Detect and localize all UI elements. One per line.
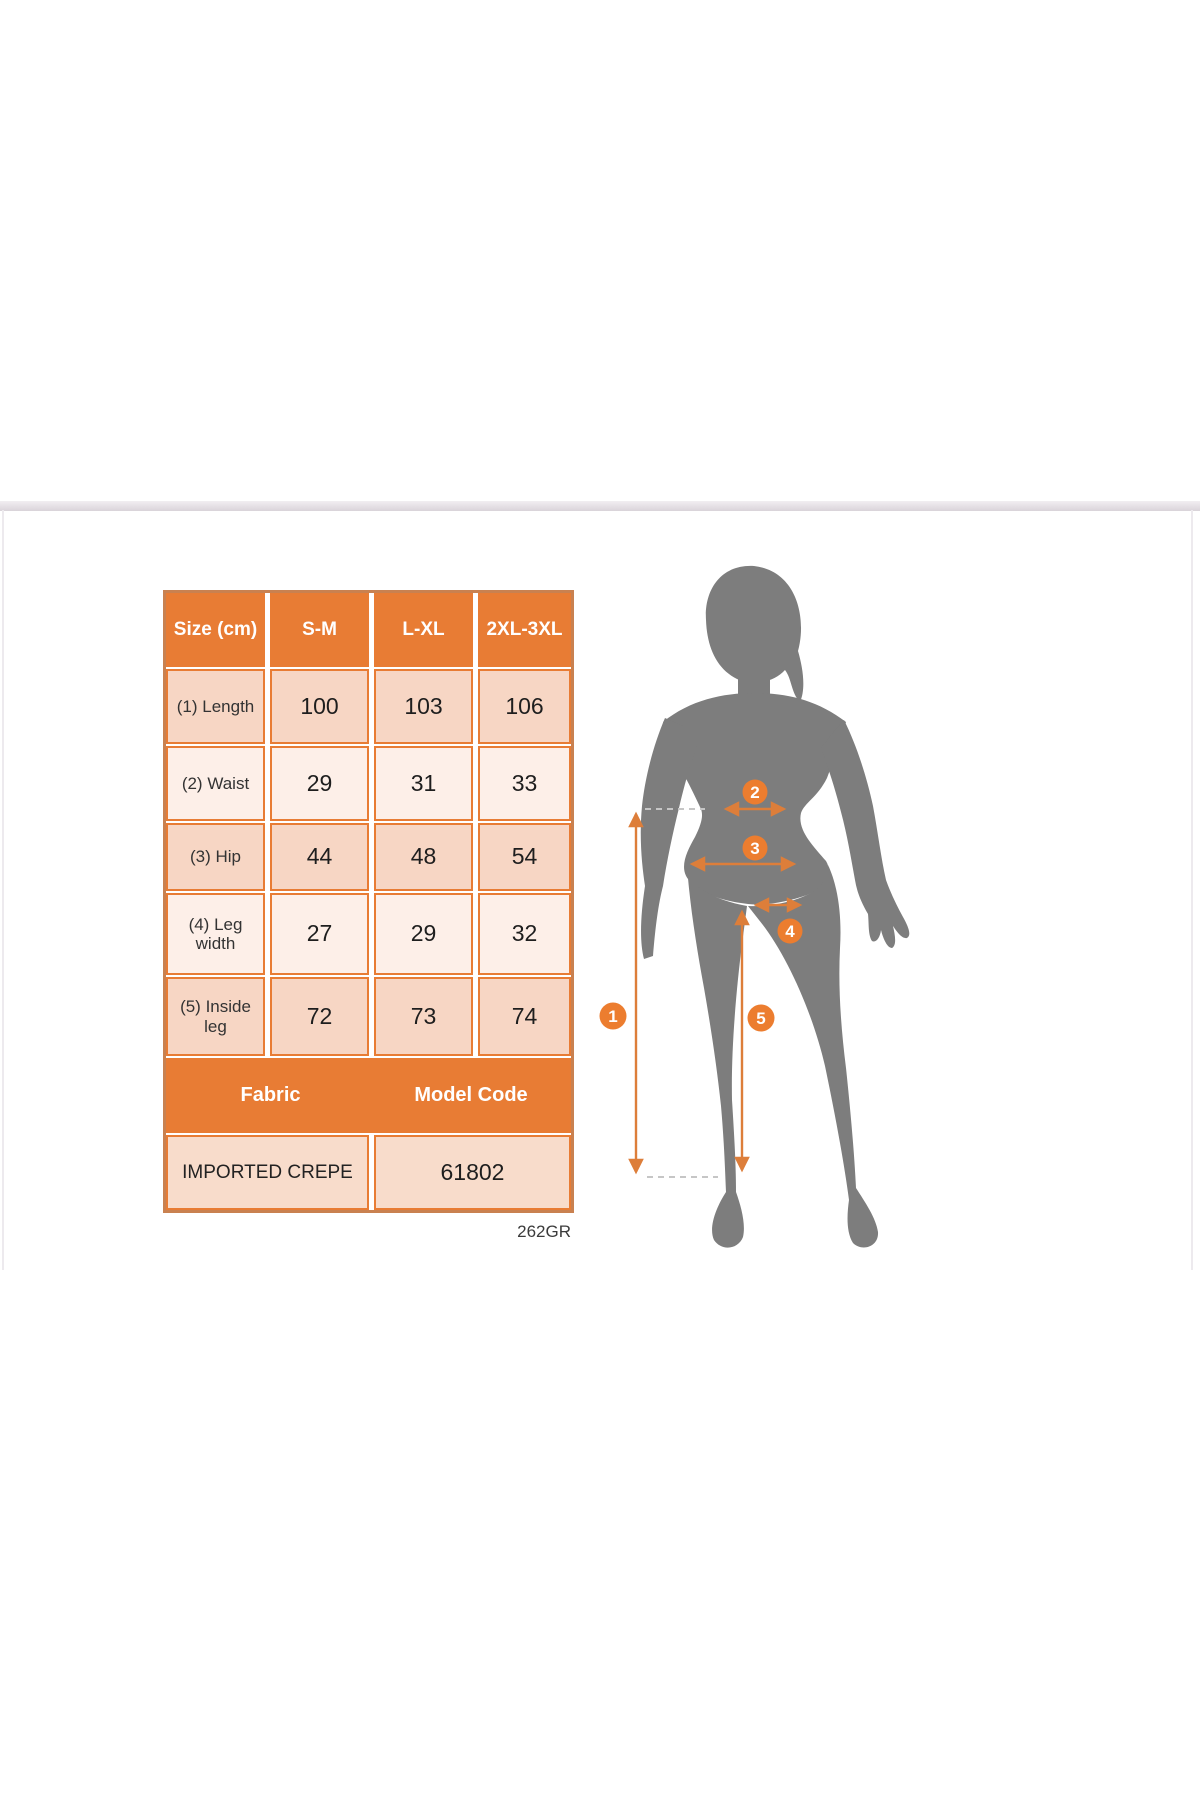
waist-s-m: 29: [270, 746, 369, 821]
row-label-inside-leg: (5) Inside leg: [166, 977, 265, 1056]
fabric-value: IMPORTED CREPE: [166, 1135, 369, 1210]
badge-4-number: 4: [785, 922, 795, 941]
measurement-diagram: [545, 550, 925, 1250]
row-label-hip: (3) Hip: [166, 823, 265, 891]
row-label-leg-width: (4) Leg width: [166, 893, 265, 975]
row-label-waist: (2) Waist: [166, 746, 265, 821]
badge-2-number: 2: [750, 783, 760, 802]
size-chart-table: [163, 590, 574, 1213]
leg-width-l-xl: 29: [374, 893, 473, 975]
header-s-m: S-M: [270, 593, 369, 667]
left-frame-line: [2, 510, 4, 1270]
hip-2xl-3xl: 54: [478, 823, 571, 891]
model-code-value: 61802: [374, 1135, 571, 1210]
fabric-model-header: [166, 1058, 571, 1133]
right-frame-line: [1191, 510, 1193, 1270]
header-2xl-3xl: 2XL-3XL: [478, 593, 571, 667]
header-l-xl: L-XL: [374, 593, 473, 667]
inside-leg-s-m: 72: [270, 977, 369, 1056]
waist-2xl-3xl: 33: [478, 746, 571, 821]
length-s-m: 100: [270, 669, 369, 744]
badge-5-number: 5: [756, 1009, 766, 1028]
badge-1-number: 1: [608, 1007, 618, 1026]
weight-note: 262GR: [517, 1222, 571, 1241]
waist-l-xl: 31: [374, 746, 473, 821]
leg-width-2xl-3xl: 32: [478, 893, 571, 975]
fabric-label: Fabric: [240, 1084, 301, 1106]
hip-s-m: 44: [270, 823, 369, 891]
length-2xl-3xl: 106: [478, 669, 571, 744]
inside-leg-l-xl: 73: [374, 977, 473, 1056]
row-label-length: (1) Length: [166, 669, 265, 744]
inside-leg-2xl-3xl: 74: [478, 977, 571, 1056]
hip-l-xl: 48: [374, 823, 473, 891]
female-silhouette-icon: [641, 566, 910, 1248]
model-code-label: Model Code: [414, 1084, 528, 1106]
badge-3-number: 3: [750, 839, 760, 858]
separator-band: [0, 501, 1200, 511]
leg-width-s-m: 27: [270, 893, 369, 975]
length-l-xl: 103: [374, 669, 473, 744]
header-size-cm: Size (cm): [166, 593, 265, 667]
